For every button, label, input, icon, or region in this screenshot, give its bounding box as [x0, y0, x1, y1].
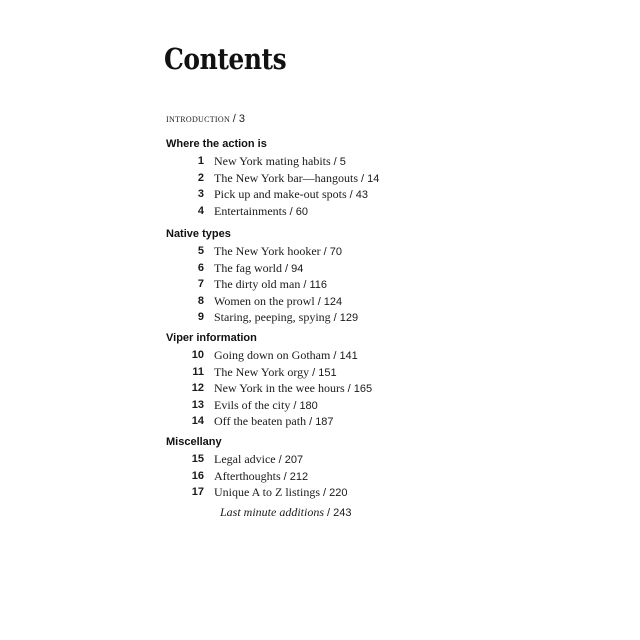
chapter-title: Entertainments	[214, 203, 287, 218]
chapter-page: / 180	[293, 399, 318, 412]
chapter-title-line	[214, 397, 318, 415]
chapter-title-line	[214, 309, 358, 327]
chapter-page: / 43	[349, 189, 369, 201]
chapter-title: The New York hooker	[214, 244, 321, 258]
chapter-title-line	[214, 260, 303, 278]
chapter-title-line	[214, 484, 347, 502]
last-minute-title: Last minute additions	[220, 505, 325, 519]
toc-entry	[166, 397, 318, 414]
page-title: Contents	[164, 42, 287, 76]
chapter-number: 15	[191, 453, 204, 465]
toc-entry	[166, 347, 358, 364]
toc-entry	[166, 293, 343, 310]
chapter-page: / 5	[333, 156, 346, 168]
section-viper-information	[166, 332, 373, 430]
chapter-title-line	[214, 186, 368, 204]
section-miscellany	[166, 436, 348, 501]
introduction-entry	[166, 113, 245, 125]
section-title: Viper information	[166, 332, 257, 344]
chapter-number: 17	[191, 486, 204, 498]
chapter-title-line	[214, 170, 379, 188]
section-native-types	[166, 228, 359, 326]
chapter-page: / 116	[303, 279, 327, 291]
chapter-title-line	[214, 364, 337, 382]
chapter-title-line	[214, 153, 346, 171]
introduction-page: / 3	[232, 113, 246, 125]
chapter-title: Women on the prowl	[214, 293, 315, 308]
section-title: Native types	[166, 228, 231, 240]
chapter-number: 11	[192, 365, 204, 378]
chapter-page: / 129	[333, 312, 359, 324]
toc-entry	[166, 260, 304, 277]
chapter-title-line	[214, 347, 358, 365]
chapter-title-line	[214, 413, 334, 431]
toc-entry	[166, 203, 309, 220]
toc-entry	[166, 451, 304, 468]
chapter-page: / 14	[360, 172, 380, 185]
toc-entry	[166, 484, 348, 501]
chapter-page: / 141	[333, 350, 358, 362]
section-where-the-action-is	[166, 138, 380, 219]
toc-entry	[166, 276, 327, 293]
toc-entry	[166, 243, 343, 260]
last-minute-additions-entry	[220, 505, 351, 520]
toc-entry	[166, 153, 346, 170]
introduction-label: introduction	[166, 113, 231, 125]
chapter-page: / 187	[309, 416, 334, 428]
toc-entry	[166, 468, 309, 485]
chapter-title: New York mating habits	[214, 154, 331, 168]
chapter-title-line	[214, 293, 342, 311]
chapter-title: Evils of the city	[214, 397, 291, 412]
chapter-page: / 212	[283, 470, 309, 483]
chapter-number: 14	[191, 415, 204, 427]
chapter-title-line	[214, 380, 372, 398]
section-title: Where the action is	[166, 138, 267, 150]
chapter-page: / 60	[289, 205, 309, 218]
chapter-title: Going down on Gotham	[214, 348, 331, 362]
chapter-number: 16	[191, 469, 204, 482]
chapter-page: / 220	[323, 487, 348, 499]
chapter-page: / 70	[323, 246, 343, 258]
chapter-title: The dirty old man	[214, 277, 301, 291]
chapter-title-line	[214, 243, 342, 261]
toc-entry	[166, 364, 337, 381]
last-minute-page: / 243	[327, 507, 352, 519]
toc-entry	[166, 413, 334, 430]
chapter-title: Staring, peeping, spying	[214, 310, 331, 324]
chapter-number: 8	[197, 294, 204, 307]
chapter-number: 10	[191, 349, 204, 361]
chapter-title-line	[214, 203, 308, 221]
chapter-page: / 124	[317, 295, 343, 308]
chapter-number: 12	[191, 382, 204, 394]
chapter-page: / 94	[284, 262, 304, 275]
chapter-number: 13	[191, 398, 204, 411]
chapter-number: 3	[197, 188, 204, 200]
toc-entry	[166, 309, 359, 326]
chapter-number: 9	[197, 311, 204, 323]
chapter-title: Off the beaten path	[214, 414, 307, 428]
chapter-page: / 165	[347, 383, 373, 395]
toc-entry	[166, 380, 373, 397]
chapter-title-line	[214, 276, 327, 294]
chapter-number: 1	[197, 155, 204, 167]
toc-entry	[166, 170, 380, 187]
chapter-title: Pick up and make-out spots	[214, 187, 347, 201]
chapter-number: 7	[197, 278, 204, 290]
chapter-title: The fag world	[214, 260, 282, 275]
chapter-page: / 151	[312, 366, 337, 379]
chapter-title: Legal advice	[214, 452, 276, 466]
chapter-title-line	[214, 451, 303, 469]
chapter-title: The New York orgy	[214, 364, 310, 379]
chapter-number: 2	[197, 171, 204, 184]
chapter-number: 5	[197, 245, 204, 257]
chapter-page: / 207	[278, 454, 304, 466]
chapter-title-line	[214, 468, 308, 486]
chapter-title: New York in the wee hours	[214, 381, 345, 395]
chapter-title: Unique A to Z listings	[214, 485, 321, 499]
section-title: Miscellany	[166, 436, 222, 448]
chapter-number: 4	[197, 204, 204, 217]
chapter-title: The New York bar—hangouts	[214, 170, 358, 185]
toc-entry	[166, 186, 369, 203]
chapter-title: Afterthoughts	[214, 468, 281, 483]
chapter-number: 6	[197, 261, 204, 274]
